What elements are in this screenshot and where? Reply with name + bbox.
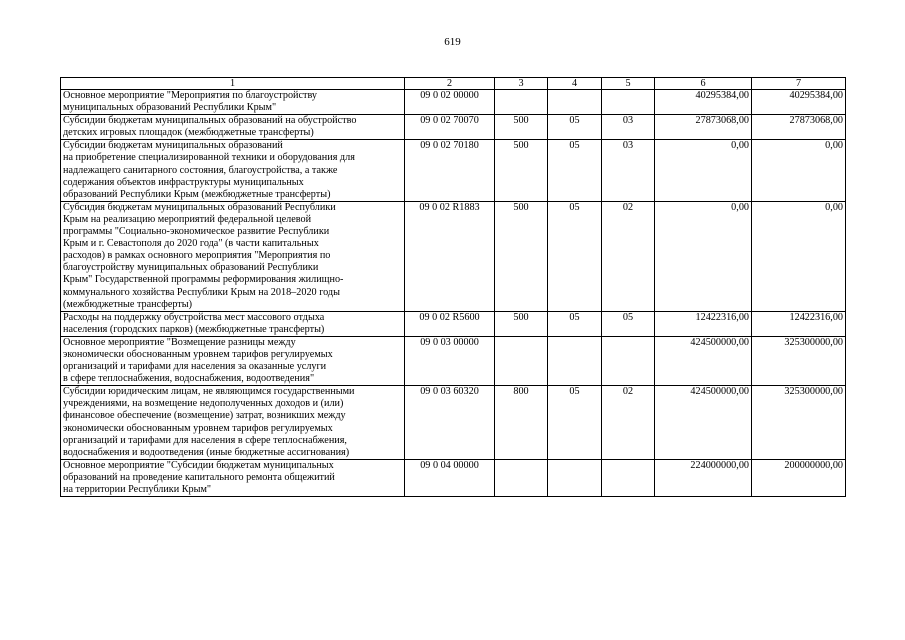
row-vr bbox=[495, 90, 548, 115]
row-sum-2: 12422316,00 bbox=[752, 311, 846, 336]
row-name: Основное мероприятие "Мероприятия по благоустройству муниципальных образований Республики Крым" bbox=[61, 90, 405, 115]
row-name: Субсидии бюджетам муниципальных образований на обустройство детских игровых площадок (межбюджетные трансферты) bbox=[61, 115, 405, 140]
row-sum-2: 0,00 bbox=[752, 201, 846, 311]
row-pr bbox=[602, 336, 655, 385]
row-vr: 500 bbox=[495, 311, 548, 336]
row-rz: 05 bbox=[548, 311, 602, 336]
table-row bbox=[61, 386, 846, 460]
row-name: Субсидии юридическим лицам, не являющимся государственными учреждениями, на возмещение недополученных доходов и (или) финансовое обеспечение (возмещение) затрат, возникших между экономически обоснованным уровнем тарифов регулируемых организаций и тарифами для населения в сфере теплоснабжения, водоснабжения и водоотведения (иные бюджетные ассигнования) bbox=[61, 386, 405, 460]
table-row bbox=[61, 336, 846, 385]
row-sum-2: 325300000,00 bbox=[752, 336, 846, 385]
row-code: 09 0 02 R5600 bbox=[405, 311, 495, 336]
column-header: 1 bbox=[61, 78, 405, 90]
row-rz: 05 bbox=[548, 115, 602, 140]
column-header: 7 bbox=[752, 78, 846, 90]
row-sum-2: 0,00 bbox=[752, 140, 846, 201]
row-code: 09 0 03 00000 bbox=[405, 336, 495, 385]
row-rz: 05 bbox=[548, 386, 602, 460]
row-rz bbox=[548, 459, 602, 496]
row-code: 09 0 02 70180 bbox=[405, 140, 495, 201]
row-vr bbox=[495, 336, 548, 385]
row-sum-1: 424500000,00 bbox=[655, 336, 752, 385]
row-sum-1: 0,00 bbox=[655, 140, 752, 201]
row-name: Основное мероприятие "Возмещение разницы между экономически обоснованным уровнем тарифов регулируемых организаций и тарифами для населения за оказанные услуги в сфере теплоснабжения, водоснабжения, водоотведения" bbox=[61, 336, 405, 385]
row-vr: 500 bbox=[495, 140, 548, 201]
row-code: 09 0 02 00000 bbox=[405, 90, 495, 115]
row-pr bbox=[602, 459, 655, 496]
row-sum-1: 224000000,00 bbox=[655, 459, 752, 496]
row-code: 09 0 02 R1883 bbox=[405, 201, 495, 311]
row-rz: 05 bbox=[548, 201, 602, 311]
column-header: 2 bbox=[405, 78, 495, 90]
row-rz bbox=[548, 336, 602, 385]
row-code: 09 0 03 60320 bbox=[405, 386, 495, 460]
row-vr: 500 bbox=[495, 201, 548, 311]
table-row bbox=[61, 311, 846, 336]
row-name: Расходы на поддержку обустройства мест массового отдыха населения (городских парков) (межбюджетные трансферты) bbox=[61, 311, 405, 336]
row-sum-1: 12422316,00 bbox=[655, 311, 752, 336]
page-number: 619 bbox=[444, 36, 461, 48]
row-name: Основное мероприятие "Субсидии бюджетам муниципальных образований на проведение капитального ремонта общежитий на территории Республики Крым" bbox=[61, 459, 405, 496]
row-sum-1: 27873068,00 bbox=[655, 115, 752, 140]
row-vr: 500 bbox=[495, 115, 548, 140]
row-pr: 03 bbox=[602, 140, 655, 201]
row-pr: 03 bbox=[602, 115, 655, 140]
column-header: 4 bbox=[548, 78, 602, 90]
column-header: 5 bbox=[602, 78, 655, 90]
table-row bbox=[61, 201, 846, 311]
row-name: Субсидии бюджетам муниципальных образований на приобретение специализированной техники и оборудования для надлежащего санитарного состояния, благоустройства, а также содержания объектов инфраструктуры муниципальных образований Республики Крым (межбюджетные трансферты) bbox=[61, 140, 405, 201]
row-sum-2: 325300000,00 bbox=[752, 386, 846, 460]
table-row bbox=[61, 459, 846, 496]
row-vr: 800 bbox=[495, 386, 548, 460]
row-sum-1: 424500000,00 bbox=[655, 386, 752, 460]
row-name: Субсидия бюджетам муниципальных образований Республики Крым на реализацию мероприятий федеральной целевой программы "Социально-экономическое развитие Республики Крым и г. Севастополя до 2020 года" (в части капитальных расходов) в рамках основного мероприятия "Мероприятия по благоустройству муниципальных образований Республики Крым" Государственной программы реформирования жилищно- коммунального хозяйства Республики Крым на 2018–2020 годы (межбюджетные трансферты) bbox=[61, 201, 405, 311]
table-row bbox=[61, 140, 846, 201]
row-pr: 02 bbox=[602, 386, 655, 460]
row-vr bbox=[495, 459, 548, 496]
row-sum-2: 40295384,00 bbox=[752, 90, 846, 115]
table-row bbox=[61, 115, 846, 140]
row-code: 09 0 02 70070 bbox=[405, 115, 495, 140]
row-rz: 05 bbox=[548, 140, 602, 201]
row-sum-2: 27873068,00 bbox=[752, 115, 846, 140]
row-sum-1: 40295384,00 bbox=[655, 90, 752, 115]
column-header: 6 bbox=[655, 78, 752, 90]
table-row bbox=[61, 90, 846, 115]
column-header: 3 bbox=[495, 78, 548, 90]
row-sum-1: 0,00 bbox=[655, 201, 752, 311]
row-pr: 02 bbox=[602, 201, 655, 311]
row-pr bbox=[602, 90, 655, 115]
budget-table bbox=[60, 77, 846, 497]
header-row bbox=[61, 78, 846, 90]
row-rz bbox=[548, 90, 602, 115]
row-pr: 05 bbox=[602, 311, 655, 336]
row-code: 09 0 04 00000 bbox=[405, 459, 495, 496]
row-sum-2: 200000000,00 bbox=[752, 459, 846, 496]
